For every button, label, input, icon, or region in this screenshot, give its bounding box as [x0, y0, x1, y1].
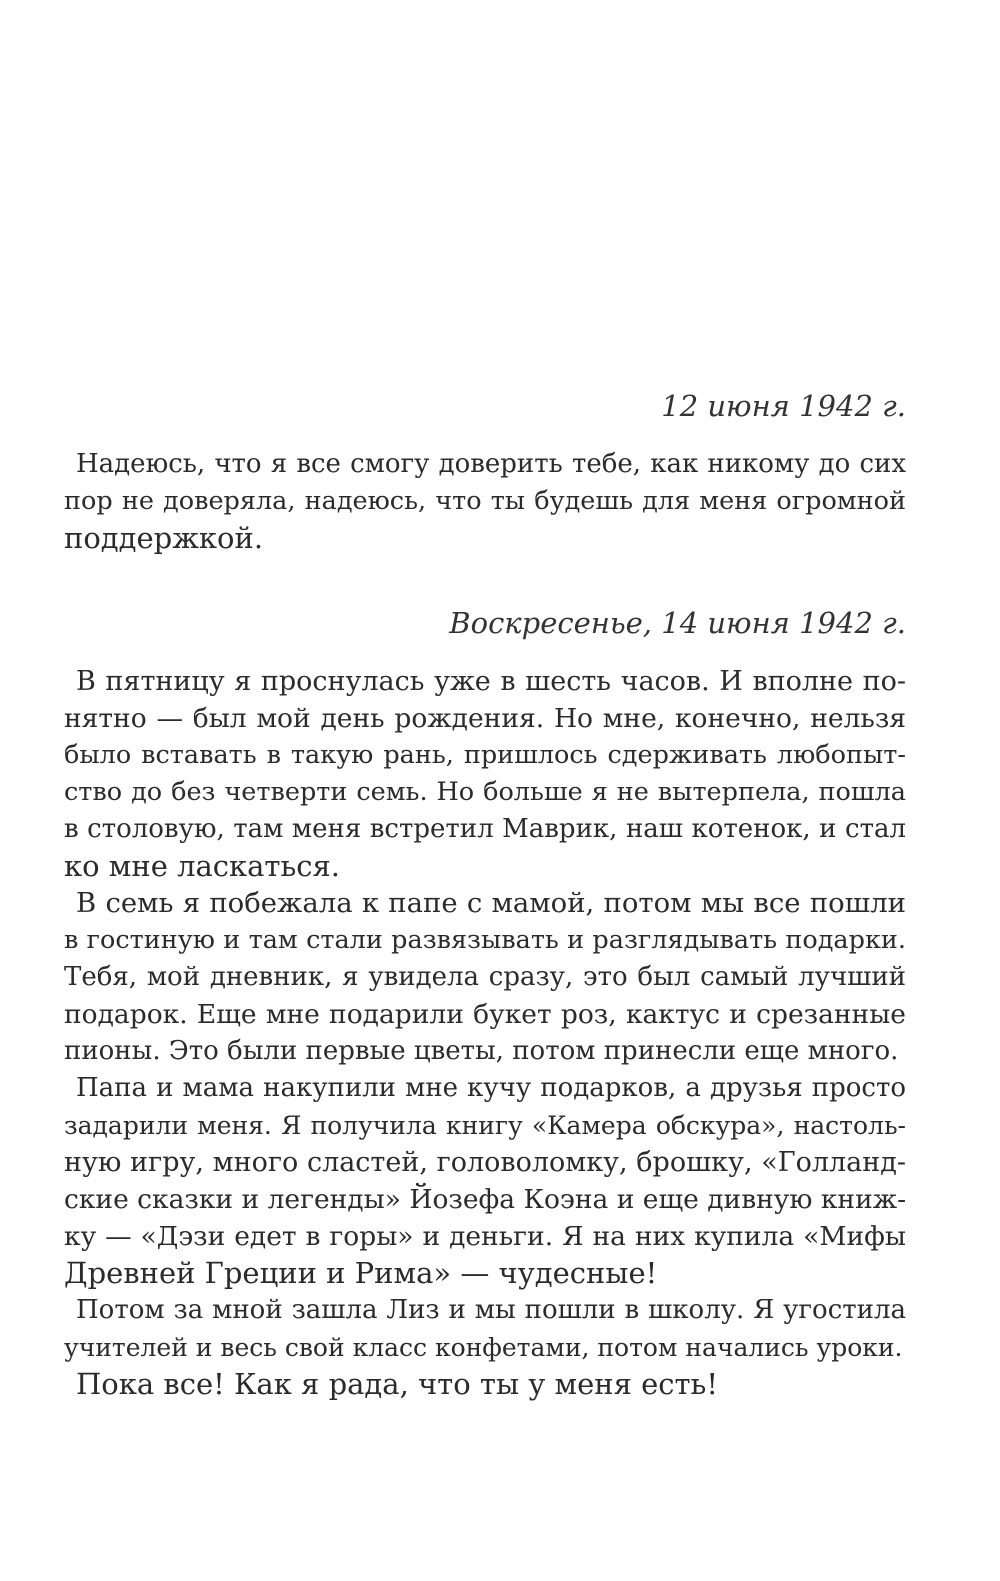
text-line: Надеюсь, что я все смогу доверить тебе, как никому до сих	[76, 449, 906, 479]
text-line: в столовую, там меня встретил Маврик, наш котенок, и стал	[64, 814, 906, 844]
text-line: В пятницу я проснулась уже в шесть часов. И вполне по-	[76, 666, 906, 697]
text-line: в гостиную и там стали развязывать и разглядывать подарки.	[64, 925, 906, 955]
text-line: ство до без четверти семь. Но больше я не вытерпела, пошла	[64, 777, 906, 807]
text-line: задарили меня. Я получила книгу «Камера обскура», настоль-	[64, 1111, 906, 1140]
text-line: учителей и весь свой класс конфетами, потом начались уроки.	[64, 1333, 903, 1362]
text-line: Древней Греции и Рима» — чудесные!	[64, 1256, 658, 1290]
text-line: Папа и мама накупили мне кучу подарков, а друзья просто	[76, 1073, 906, 1103]
text-line: Тебя, мой дневник, я увидела сразу, это был самый лучший	[64, 962, 906, 992]
text-line: было вставать в такую рань, пришлось сдерживать любопыт-	[64, 740, 906, 770]
text-line: ские сказки и легенды» Йозефа Коэна и еще дивную книж-	[64, 1184, 907, 1215]
entry-date: Воскресенье, 14 июня 1942 г.	[449, 606, 906, 640]
diary-entry-june-12	[64, 386, 906, 557]
diary-entry-june-14	[64, 603, 906, 1403]
text-line: нятно — был мой день рождения. Но мне, конечно, нельзя	[64, 703, 906, 734]
text-line: Пока все! Как я рада, что ты у меня есть!	[76, 1367, 718, 1401]
text-line: пионы. Это были первые цветы, потом принесли еще много.	[64, 1036, 899, 1066]
text-line: ко мне ласкаться.	[64, 849, 341, 883]
text-line: поддержкой.	[64, 521, 264, 555]
text-line: Потом за мной зашла Лиз и мы пошли в школу. Я угостила	[76, 1295, 906, 1325]
text-line: ку — «Дэзи едет в горы» и деньги. Я на них купила «Мифы	[64, 1221, 906, 1252]
text-line: подарок. Еще мне подарили букет роз, кактус и срезанные	[64, 999, 906, 1030]
entry-date: 12 июня 1942 г.	[661, 389, 906, 423]
entry-body	[64, 663, 906, 1403]
text-line: ную игру, много сластей, головоломку, брошку, «Голланд-	[64, 1147, 906, 1178]
text-line: пор не доверяла, надеюсь, что ты будешь для меня огромной	[64, 486, 906, 516]
text-line: В семь я побежала к папе с мамой, потом мы все пошли	[76, 887, 906, 919]
entry-body	[64, 446, 906, 557]
